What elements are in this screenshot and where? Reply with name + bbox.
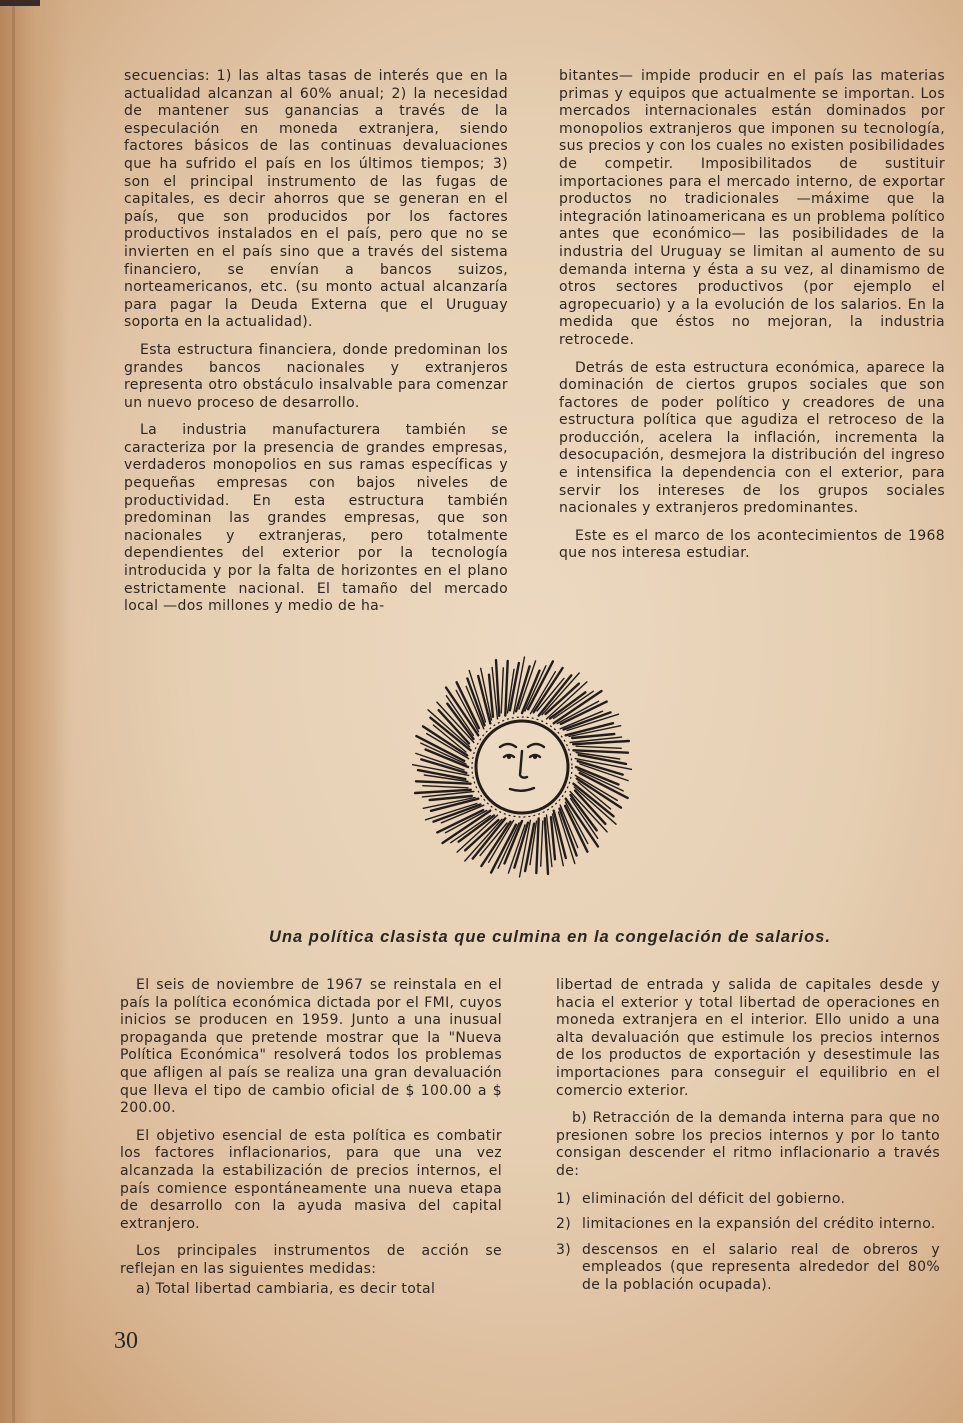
list-text: descensos en el salario real de obreros y empleados (que representa alrededor del 80% de la población ocupada).	[582, 1241, 940, 1293]
list-text: eliminación del déficit del gobierno.	[582, 1190, 846, 1207]
paragraph: Esta estructura financiera, donde predominan los grandes bancos nacionales y extranjeros representa otro obstáculo insalvable para comenzar un nuevo proceso de desarrollo.	[124, 341, 508, 411]
page-number: 30	[114, 1328, 138, 1354]
paragraph: Los principales instrumentos de acción se reflejan en las siguientes medidas:	[120, 1243, 502, 1277]
section-title: Una política clasista que culmina en la congelación de salarios.	[269, 928, 831, 946]
paragraph: libertad de entrada y salida de capitales desde y hacia el exterior y total libertad de operaciones en moneda extranjera en el interior. Ello unido a una alta devaluación que estimule los precios internos de los productos de exportación y desestimule las importaciones para conseguir el equilibrio en el comercio exterior.	[556, 977, 940, 1099]
column-bottom-right	[556, 977, 940, 1303]
column-top-left	[124, 68, 508, 626]
column-bottom-left	[120, 977, 502, 1308]
list-item	[556, 1191, 940, 1209]
column-top-right	[559, 68, 945, 573]
paragraph: Detrás de esta estructura económica, aparece la dominación de ciertos grupos sociales que son factores de poder político y creadores de una estructura política que agudiza el retroceso de la producción, acelera la inflación, incrementa la desocupación, desmejora la distribución del ingreso e intensifica la dependencia con el exterior, para servir los intereses de los grupos sociales nacionales y extranjeros predominantes.	[559, 359, 945, 517]
page-edge	[0, 0, 70, 1423]
list-number: 2)	[556, 1216, 572, 1233]
paragraph: El objetivo esencial de esta política es combatir los factores inflacionarios, para que una vez alcanzada la estabilización de precios internos, el país comience espontáneamente una nueva etapa de desarrollo con la ayuda masiva del capital extranjero.	[120, 1127, 502, 1232]
sun-disc	[476, 721, 568, 813]
paragraph: secuencias: 1) las altas tasas de interés que en la actualidad alcanzan al 60% anual; 2) la necesidad de mantener sus ganancias a través de la especulación en moneda extranjera, siendo factores básicos de las continuas devaluaciones que ha sufrido el país en los últimos tiempos; 3) son el principal instrumento de las fugas de capitales, es decir ahorros que se generan en el país, que son producidos por los factores productivos instalados en el país, pero que no se invierten en el país sino que a través del sistema financiero, se envían a bancos suizos, norteamericanos, etc. (su monto actual alcanzaría para pagar la Deuda Externa que el Uruguay soporta en la actualidad).	[124, 68, 508, 331]
paragraph: La industria manufacturera también se caracteriza por la presencia de grandes empresas, verdaderos monopolios en sus ramas específicas y pequeñas empresas con bajos niveles de productividad. En esta estructura también predominan las grandes empresas, que son nacionales y extranjeras, pero totalmente dependientes del exterior por la tecnología introducida y por la falta de horizontes en el plano estrictamente nacional. El tamaño del mercado local —dos millones y medio de ha-	[124, 422, 508, 615]
paragraph: bitantes— impide producir en el país las materias primas y equipos que actualmente se importan. Los mercados internacionales están dominados por monopolios extranjeros que imponen su tecnología, sus precios y con los cuales no existen posibilidades de competir. Imposibilitados de sustituir importaciones para el mercado interno, de exportar productos no tradicionales —máxime que la integración latinoamericana es un problema político antes que económico— las posibilidades de la industria del Uruguay se limitan al aumento de su demanda interna y ésta a su vez, al dinamismo de otros sectores productivos (por ejemplo el agropecuario) y a la evolución de los salarios. En la medida que éstos no mejoran, la industria retrocede.	[559, 68, 945, 348]
sun-face-illustration	[412, 655, 632, 885]
list-number: 3)	[556, 1241, 572, 1258]
list-text: limitaciones en la expansión del crédito interno.	[582, 1216, 936, 1233]
paragraph: Este es el marco de los acontecimientos de 1968 que nos interesa estudiar.	[559, 527, 945, 562]
binding-stripe	[0, 0, 40, 6]
list-item	[556, 1216, 940, 1234]
paragraph: El seis de noviembre de 1967 se reinstala en el país la política económica dictada por el FMI, cuyos inicios se producen en 1959. Junto a una inusual propaganda que pretende mostrar que la "Nueva Política Económica" resolverá todos los problemas que afligen al país se realiza una gran devaluación que lleva el tipo de cambio oficial de $ 100.00 a $ 200.00.	[120, 977, 502, 1117]
paragraph: a) Total libertad cambiaria, es decir total	[136, 1280, 436, 1297]
list-item	[556, 1242, 940, 1295]
paragraph: b) Retracción de la demanda interna para que no presionen sobre los precios internos y por lo tanto consigan descender el ritmo inflacionario a través de:	[556, 1110, 940, 1179]
list-number: 1)	[556, 1190, 572, 1207]
